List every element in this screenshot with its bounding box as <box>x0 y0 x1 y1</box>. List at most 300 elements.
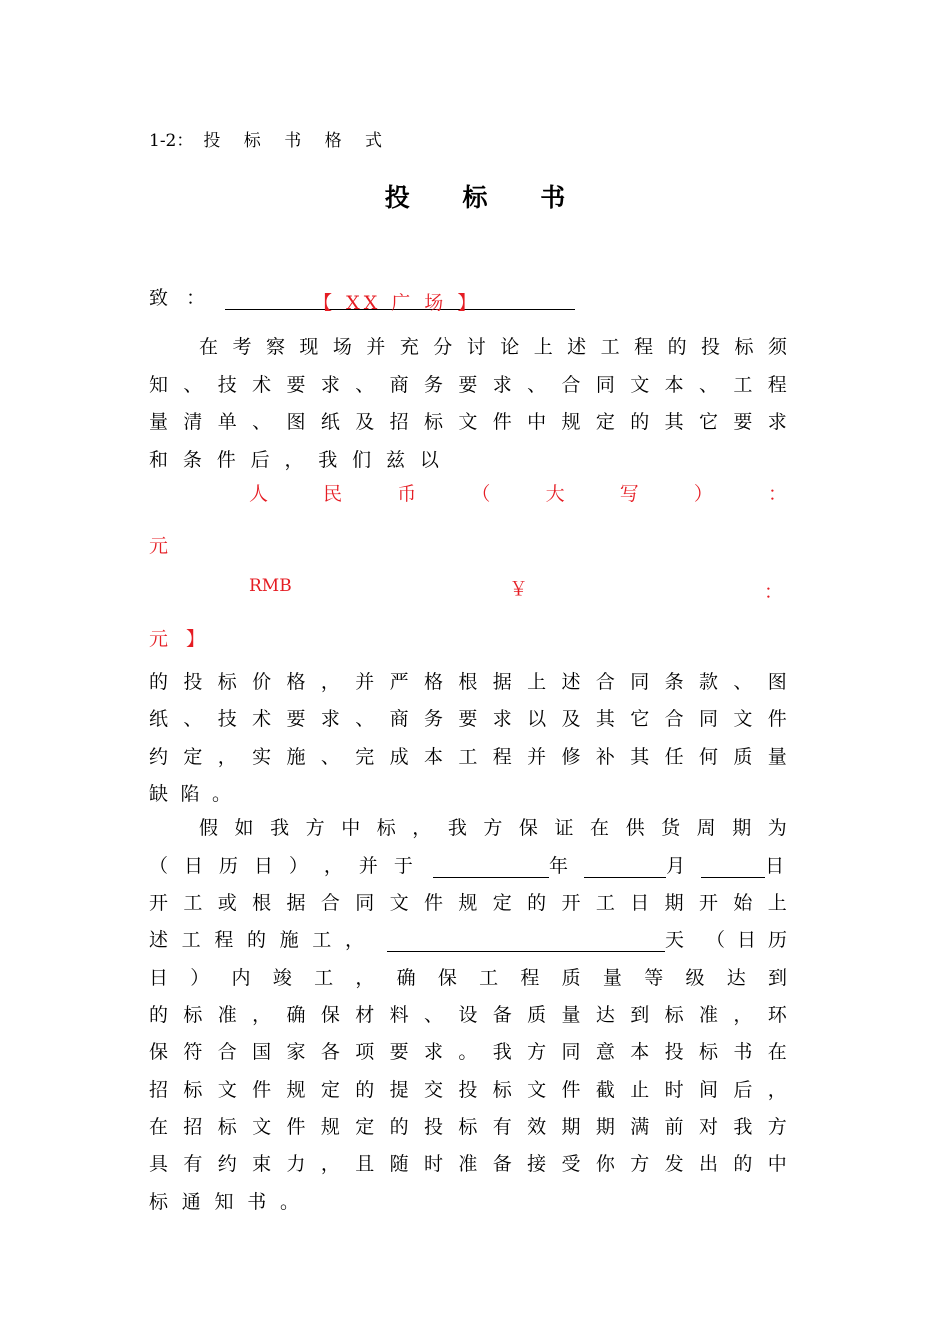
text-char: 合 <box>320 891 340 914</box>
title-char: 投 <box>384 183 410 212</box>
text-char: 知 <box>149 373 169 396</box>
text-char: 我 <box>318 448 338 471</box>
text-char: 后 <box>250 448 270 471</box>
text-char: 开 <box>561 891 581 914</box>
text-char: 合 <box>595 670 615 693</box>
text-char: 备 <box>492 1003 512 1026</box>
text-char: 、 <box>527 373 547 396</box>
text-char: 分 <box>433 335 453 358</box>
text-char: 、 <box>320 745 340 768</box>
text-char: 质 <box>733 745 753 768</box>
text-char: 们 <box>352 448 372 471</box>
text-char: 接 <box>527 1152 547 1175</box>
text-char: 的 <box>733 1152 753 1175</box>
text-char: 效 <box>527 1115 547 1138</box>
para2-line <box>149 667 787 693</box>
text-char: 具 <box>149 1152 169 1175</box>
text-char: 间 <box>699 1078 719 1101</box>
text-char: 图 <box>286 410 306 433</box>
duration-days-blank[interactable] <box>387 931 665 952</box>
text-char: 要 <box>733 410 753 433</box>
text-char: 达 <box>595 1003 615 1026</box>
text-char: 工 <box>181 928 201 951</box>
para1-line <box>199 332 787 358</box>
text-char: 清 <box>183 410 203 433</box>
para1-line <box>149 407 787 433</box>
yuan-label-2: 元 】 <box>149 628 212 650</box>
text-char: 为 <box>767 816 787 839</box>
text-char: 到 <box>630 1003 650 1026</box>
text-char: 要 <box>286 707 306 730</box>
para1-line <box>149 370 787 396</box>
para3-line <box>149 963 787 989</box>
text-char: 、 <box>355 707 375 730</box>
text-char: 发 <box>664 1152 684 1175</box>
text-char: 同 <box>699 707 719 730</box>
text-char: 准 <box>217 1003 237 1026</box>
text-char: 出 <box>699 1152 719 1175</box>
text-char: 程 <box>214 928 234 951</box>
text-char: 规 <box>320 1115 340 1138</box>
text-char: 期 <box>595 1115 615 1138</box>
text-char: 投 <box>458 1078 478 1101</box>
text-char: 的 <box>355 1078 375 1101</box>
text-char: 文 <box>630 373 650 396</box>
text-char: 定 <box>492 891 512 914</box>
text-char: 技 <box>217 707 237 730</box>
text-char: 商 <box>389 707 409 730</box>
year-label: 年 <box>549 855 569 877</box>
text-char: 工 <box>479 966 499 989</box>
section-heading-text: 投 标 书 格 式 <box>203 131 392 151</box>
text-char: 据 <box>492 670 512 693</box>
text-char: 的 <box>246 928 266 951</box>
text-char: 在 <box>199 335 219 358</box>
text-char: 随 <box>389 1152 409 1175</box>
para3-line <box>149 1112 787 1138</box>
text-char: 同 <box>630 670 650 693</box>
text-char: 。 <box>279 1190 299 1213</box>
text-char: 或 <box>217 891 237 914</box>
text-char: 方 <box>305 816 325 839</box>
text-char: 和 <box>149 448 169 471</box>
text-char: 准 <box>458 1152 478 1175</box>
text-char: 施 <box>286 745 306 768</box>
text-char: 我 <box>270 816 290 839</box>
text-char: 保 <box>320 1003 340 1026</box>
text-char: 投 <box>183 670 203 693</box>
text-char: 的 <box>630 410 650 433</box>
text-char: （ <box>471 482 491 505</box>
text-char: 件 <box>252 1078 272 1101</box>
recipient-blank[interactable] <box>225 289 575 314</box>
to-label: 致 <box>149 287 169 309</box>
text-char: 施 <box>279 928 299 951</box>
text-char: 何 <box>699 745 719 768</box>
text-char: 的 <box>149 1003 169 1026</box>
title-char: 标 <box>462 183 488 212</box>
text-char: 。 <box>211 782 231 805</box>
text-char: 确 <box>286 1003 306 1026</box>
text-char: 纸 <box>320 410 340 433</box>
yen-symbol: ￥ <box>509 578 529 600</box>
document-title <box>0 178 950 214</box>
text-char: 标 <box>458 1115 478 1138</box>
text-char: 招 <box>149 1078 169 1101</box>
start-day-blank[interactable] <box>701 857 765 878</box>
text-char: 务 <box>424 707 444 730</box>
text-char: 上 <box>527 670 547 693</box>
text-char: 约 <box>217 1152 237 1175</box>
text-char: 程 <box>634 335 654 358</box>
text-char: 、 <box>252 410 272 433</box>
text-char: 文 <box>527 1078 547 1101</box>
text-char: 家 <box>286 1040 306 1063</box>
text-char: 合 <box>664 707 684 730</box>
text-char: 投 <box>424 1115 444 1138</box>
text-char: ， <box>320 670 340 693</box>
text-char: ） <box>190 966 210 989</box>
text-char: 标 <box>217 1115 237 1138</box>
text-char: 并 <box>527 745 547 768</box>
text-char: 的 <box>149 670 169 693</box>
text-char: 场 <box>332 335 352 358</box>
text-char: 纸 <box>149 707 169 730</box>
text-char: 标 <box>183 1078 203 1101</box>
text-char: 合 <box>561 373 581 396</box>
text-char: 你 <box>595 1152 615 1175</box>
para3-line <box>149 1000 787 1026</box>
text-char: 同 <box>561 1040 581 1063</box>
text-char: 它 <box>630 707 650 730</box>
text-char: 等 <box>644 966 664 989</box>
text-char: 投 <box>701 335 721 358</box>
text-char: 标 <box>149 1190 169 1213</box>
text-char: 考 <box>232 335 252 358</box>
section-number: 1-2： <box>149 131 194 151</box>
rmb-label: RMB <box>249 576 292 596</box>
text-char: 我 <box>733 1115 753 1138</box>
text-char: 求 <box>424 1040 444 1063</box>
text-char: 充 <box>399 335 419 358</box>
text-char: 招 <box>389 410 409 433</box>
text-char: 历 <box>767 928 787 951</box>
text-char: 件 <box>492 410 512 433</box>
para3-line <box>149 1149 787 1175</box>
para3-line <box>149 1075 787 1101</box>
text-char: 有 <box>183 1152 203 1175</box>
text-char: 本 <box>424 745 444 768</box>
text-char: 中 <box>767 1152 787 1175</box>
text-char: 、 <box>183 373 203 396</box>
text-char: 要 <box>458 373 478 396</box>
text-char: 知 <box>214 1190 234 1213</box>
text-char: 条 <box>182 448 202 471</box>
text-char: 要 <box>458 707 478 730</box>
text-char: 条 <box>664 670 684 693</box>
text-char: 标 <box>183 1003 203 1026</box>
text-char: 力 <box>286 1152 306 1175</box>
text-char: 如 <box>234 816 254 839</box>
text-char: ， <box>344 928 364 951</box>
text-char: 量 <box>561 1003 581 1026</box>
text-char: 日 <box>183 854 203 877</box>
text-char: 时 <box>664 1078 684 1101</box>
text-char: 通 <box>181 1190 201 1213</box>
day-label: 日 <box>765 855 785 877</box>
text-char: 符 <box>183 1040 203 1063</box>
text-char: 标 <box>424 410 444 433</box>
text-char: 、 <box>733 670 753 693</box>
addressee-line <box>149 283 575 314</box>
text-char: 同 <box>595 373 615 396</box>
recipient-name: 【 XX 广 场 】 <box>313 292 481 314</box>
text-char: 定 <box>183 745 203 768</box>
text-char: 的 <box>667 335 687 358</box>
text-char: 格 <box>424 670 444 693</box>
text-char: 中 <box>527 410 547 433</box>
text-char: 标 <box>734 335 754 358</box>
text-char: 本 <box>664 373 684 396</box>
text-char: 定 <box>320 1078 340 1101</box>
text-char: 其 <box>630 745 650 768</box>
text-char: 补 <box>595 745 615 768</box>
text-char: 论 <box>500 335 520 358</box>
text-char: 开 <box>699 891 719 914</box>
text-char: 日 <box>736 928 756 951</box>
para1-line <box>149 445 439 471</box>
month-label: 月 <box>666 855 686 877</box>
start-date-fields <box>433 851 784 878</box>
text-char: ， <box>323 854 343 877</box>
text-char: 格 <box>286 670 306 693</box>
text-char: 、 <box>355 373 375 396</box>
text-char: 止 <box>630 1078 650 1101</box>
text-char: 料 <box>389 1003 409 1026</box>
text-char: 束 <box>252 1152 272 1175</box>
rmb-colon: ： <box>764 581 784 603</box>
text-char: 讨 <box>466 335 486 358</box>
para3-line <box>149 1187 299 1213</box>
text-char: 保 <box>149 1040 169 1063</box>
text-char: 且 <box>355 1152 375 1175</box>
text-char: 。 <box>458 1040 478 1063</box>
text-char: 后 <box>733 1078 753 1101</box>
text-char: 各 <box>320 1040 340 1063</box>
text-char: 工 <box>183 891 203 914</box>
text-char: 款 <box>699 670 719 693</box>
text-char: 件 <box>424 891 444 914</box>
text-char: 交 <box>424 1078 444 1101</box>
text-char: 量 <box>767 745 787 768</box>
text-char: 人 <box>249 482 269 505</box>
text-char: 严 <box>389 670 409 693</box>
para2-line <box>149 742 787 768</box>
text-char: 、 <box>424 1003 444 1026</box>
text-char: 文 <box>733 707 753 730</box>
text-char: 件 <box>767 707 787 730</box>
text-char: 述 <box>561 670 581 693</box>
text-char: 标 <box>664 1003 684 1026</box>
text-char: 规 <box>286 1078 306 1101</box>
text-char: 证 <box>554 816 574 839</box>
text-char: 工 <box>600 335 620 358</box>
text-char: 它 <box>699 410 719 433</box>
text-char: 我 <box>447 816 467 839</box>
text-char: 及 <box>561 707 581 730</box>
text-char: 提 <box>389 1078 409 1101</box>
text-char: 货 <box>661 816 681 839</box>
text-char: 求 <box>767 410 787 433</box>
text-char: 内 <box>231 966 251 989</box>
text-char: 文 <box>389 891 409 914</box>
text-char: 其 <box>664 410 684 433</box>
text-char: 级 <box>685 966 705 989</box>
text-char: 日 <box>253 854 273 877</box>
text-char: ， <box>733 1003 753 1026</box>
start-month-blank[interactable] <box>584 857 666 878</box>
text-char: 前 <box>664 1115 684 1138</box>
text-char: 有 <box>492 1115 512 1138</box>
para3-line <box>149 1037 787 1063</box>
text-char: 标 <box>492 1078 512 1101</box>
text-char: 规 <box>561 410 581 433</box>
yuan-label-1: 元 <box>149 535 169 557</box>
text-char: 求 <box>492 707 512 730</box>
text-char: 程 <box>520 966 540 989</box>
para2-line <box>149 779 231 805</box>
text-char: 书 <box>733 1040 753 1063</box>
text-char: 方 <box>630 1152 650 1175</box>
text-char: 材 <box>355 1003 375 1026</box>
text-char: 中 <box>341 816 361 839</box>
text-char: 以 <box>419 448 439 471</box>
text-char: 以 <box>527 707 547 730</box>
para2-line <box>149 704 787 730</box>
text-char: 大 <box>545 482 565 505</box>
text-char: 程 <box>767 373 787 396</box>
text-char: 成 <box>389 745 409 768</box>
text-char: 假 <box>199 816 219 839</box>
para3-line <box>149 888 787 914</box>
text-char: 量 <box>149 410 169 433</box>
text-char: 并 <box>366 335 386 358</box>
text-char: 在 <box>590 816 610 839</box>
text-char: 质 <box>561 966 581 989</box>
text-char: 现 <box>299 335 319 358</box>
text-char: 准 <box>699 1003 719 1026</box>
text-char: 并 <box>355 670 375 693</box>
text-char: ， <box>412 816 432 839</box>
text-char: 对 <box>699 1115 719 1138</box>
text-char: （ <box>149 854 169 877</box>
text-char: 截 <box>595 1078 615 1101</box>
text-char: 同 <box>355 891 375 914</box>
text-char: 备 <box>492 1152 512 1175</box>
text-char: 本 <box>630 1040 650 1063</box>
text-char: 据 <box>286 891 306 914</box>
text-char: 定 <box>355 1115 375 1138</box>
text-char: 保 <box>518 816 538 839</box>
text-char: 日 <box>630 891 650 914</box>
text-char: 到 <box>767 966 787 989</box>
text-char: 技 <box>217 373 237 396</box>
text-char: 始 <box>733 891 753 914</box>
text-char: 文 <box>217 1078 237 1101</box>
text-char: 标 <box>699 1040 719 1063</box>
text-char: ： <box>767 482 787 505</box>
text-char: 的 <box>527 891 547 914</box>
para3-line <box>149 925 364 951</box>
text-char: 根 <box>458 670 478 693</box>
text-char: 实 <box>252 745 272 768</box>
text-char: 方 <box>767 1115 787 1138</box>
text-char: 商 <box>389 373 409 396</box>
text-char: 价 <box>252 670 272 693</box>
text-char: 书 <box>247 1190 267 1213</box>
text-char: 满 <box>630 1115 650 1138</box>
text-char: 其 <box>595 707 615 730</box>
text-char: 招 <box>183 1115 203 1138</box>
text-char: 工 <box>314 966 334 989</box>
text-char: 并 <box>358 854 378 877</box>
text-char: 的 <box>389 1115 409 1138</box>
text-char: 投 <box>664 1040 684 1063</box>
text-char: 意 <box>595 1040 615 1063</box>
text-char: ） <box>288 854 308 877</box>
start-year-blank[interactable] <box>433 857 549 878</box>
text-char: 工 <box>458 745 478 768</box>
duration-field <box>387 925 684 952</box>
text-char: 方 <box>483 816 503 839</box>
text-char: 上 <box>767 891 787 914</box>
text-char: 述 <box>149 928 169 951</box>
text-char: 缺 <box>149 782 169 805</box>
text-char: 上 <box>533 335 553 358</box>
text-char: 标 <box>376 816 396 839</box>
text-char: 文 <box>458 410 478 433</box>
text-char: 确 <box>396 966 416 989</box>
text-char: 术 <box>252 373 272 396</box>
text-char: 工 <box>595 891 615 914</box>
text-char: 达 <box>726 966 746 989</box>
text-char: 、 <box>183 707 203 730</box>
text-char: 受 <box>561 1152 581 1175</box>
text-char: 民 <box>323 482 343 505</box>
text-char: 定 <box>595 410 615 433</box>
text-char: 在 <box>149 1115 169 1138</box>
para3-line <box>149 851 413 877</box>
text-char: 单 <box>217 410 237 433</box>
text-char: 在 <box>767 1040 787 1063</box>
text-char: ） <box>693 482 713 505</box>
text-char: 求 <box>492 373 512 396</box>
text-char: 写 <box>619 482 639 505</box>
text-char: 件 <box>216 448 236 471</box>
text-char: 期 <box>732 816 752 839</box>
text-char: 国 <box>252 1040 272 1063</box>
text-char: 于 <box>393 854 413 877</box>
text-char: 务 <box>424 373 444 396</box>
text-char: 图 <box>767 670 787 693</box>
text-char: 标 <box>217 670 237 693</box>
text-char: 工 <box>733 373 753 396</box>
text-char: 陷 <box>180 782 200 805</box>
text-char: （ <box>706 928 726 951</box>
text-char: ， <box>217 745 237 768</box>
text-char: 开 <box>149 891 169 914</box>
text-char: 设 <box>458 1003 478 1026</box>
